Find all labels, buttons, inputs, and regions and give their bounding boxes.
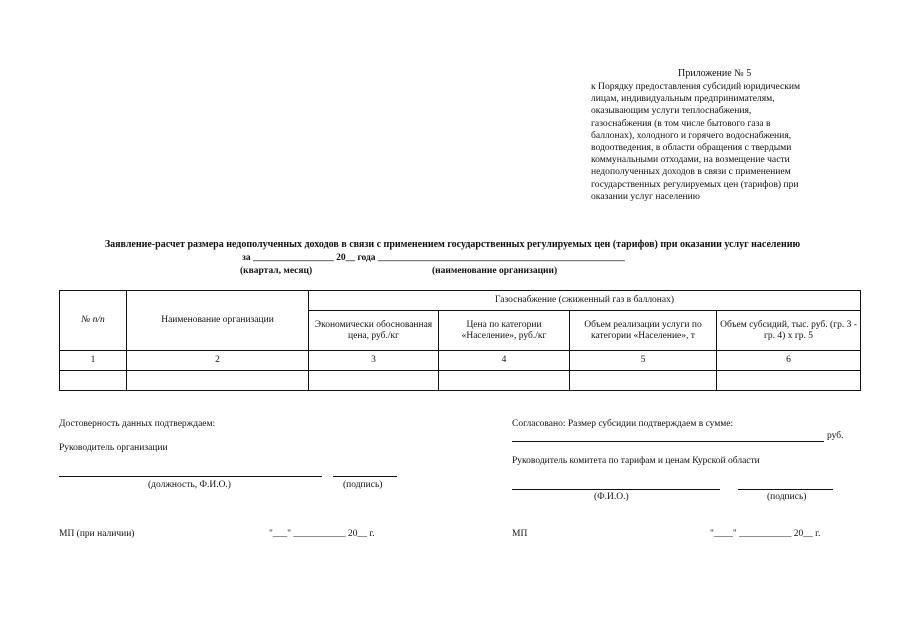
- appendix-line: баллонах), холодного и горячего водоснабжения,: [591, 129, 792, 141]
- committee-signature-line: [738, 489, 833, 490]
- org-head-label: Руководитель организации: [59, 443, 168, 453]
- fio-caption: (Ф.И.О.): [594, 492, 629, 502]
- appendix-line: оказании услуг населению: [591, 190, 700, 202]
- header-org: Наименование организации: [127, 291, 309, 351]
- header-category-price: Цена по категории «Население», руб./кг: [439, 311, 570, 351]
- committee-signature-caption: (подпись): [767, 492, 807, 502]
- index-cell: 2: [127, 351, 309, 371]
- empty-cell: [570, 371, 717, 391]
- empty-cell: [60, 371, 127, 391]
- period-line: за _________________ 20__ года ____________________________________________________: [242, 253, 625, 263]
- agreed-text: Согласовано: Размер субсидии подтверждаем в сумме:: [512, 419, 734, 429]
- empty-cell: [439, 371, 570, 391]
- subsidy-table: [59, 290, 861, 391]
- appendix-line: водоотведения, в области обращения с твердыми: [591, 142, 792, 154]
- amount-line: [512, 441, 824, 442]
- signature-caption: (подпись): [343, 480, 383, 490]
- header-subsidy-volume: Объем субсидий, тыс. руб. (гр. 3 - гр. 4) х гр. 5: [717, 311, 861, 351]
- header-sales-volume: Объем реализации услуги по категории «Население», т: [570, 311, 717, 351]
- index-cell: 3: [309, 351, 439, 371]
- header-num: № п/п: [60, 291, 127, 351]
- signature-line: [333, 476, 397, 477]
- appendix-title: Приложение № 5: [678, 68, 752, 79]
- period-caption: (квартал, месяц): [240, 266, 313, 276]
- appendix-line: газоснабжения (в том числе бытового газа в: [591, 117, 771, 129]
- index-cell: 5: [570, 351, 717, 371]
- rub-label: руб.: [827, 431, 844, 441]
- appendix-line: оказывающим услуги теплоснабжения,: [591, 105, 752, 117]
- appendix-line: коммунальными отходами, на возмещение части: [591, 154, 790, 166]
- statement-title: Заявление-расчет размера недополученных доходов в связи с применением государственных регулируемых цен (тарифов) при оказании услуг населению: [104, 239, 801, 250]
- position-caption: (должность, Ф.И.О.): [148, 480, 231, 490]
- committee-stamp-label: МП: [512, 529, 528, 539]
- date-line: "___" ___________ 20__ г.: [269, 529, 375, 539]
- appendix-line: недополученных доходов в связи с применением: [591, 166, 791, 178]
- empty-cell: [127, 371, 309, 391]
- org-caption: (наименование организации): [432, 266, 558, 276]
- appendix-text: [591, 81, 843, 203]
- committee-head-label: Руководитель комитета по тарифам и ценам Курской области: [512, 456, 760, 466]
- table-row: [60, 371, 861, 391]
- index-cell: 4: [439, 351, 570, 371]
- confirm-text: Достоверность данных подтверждаем:: [59, 419, 216, 429]
- fio-line: [512, 489, 720, 490]
- position-line: [59, 476, 322, 477]
- stamp-label: МП (при наличии): [59, 529, 135, 539]
- header-economic-price: Экономически обоснованная цена, руб./кг: [309, 311, 439, 351]
- empty-cell: [309, 371, 439, 391]
- empty-cell: [717, 371, 861, 391]
- index-cell: 1: [60, 351, 127, 371]
- header-gas-group: Газоснабжение (сжиженный газ в баллонах): [309, 291, 861, 311]
- committee-date-line: "____" ___________ 20__ г.: [710, 529, 821, 539]
- index-cell: 6: [717, 351, 861, 371]
- table-row: [60, 351, 861, 371]
- appendix-line: лицам, индивидуальным предпринимателям,: [591, 93, 775, 105]
- appendix-line: государственных регулируемых цен (тарифов) при: [591, 178, 799, 190]
- appendix-line: к Порядку предоставления субсидий юридическим: [591, 81, 801, 92]
